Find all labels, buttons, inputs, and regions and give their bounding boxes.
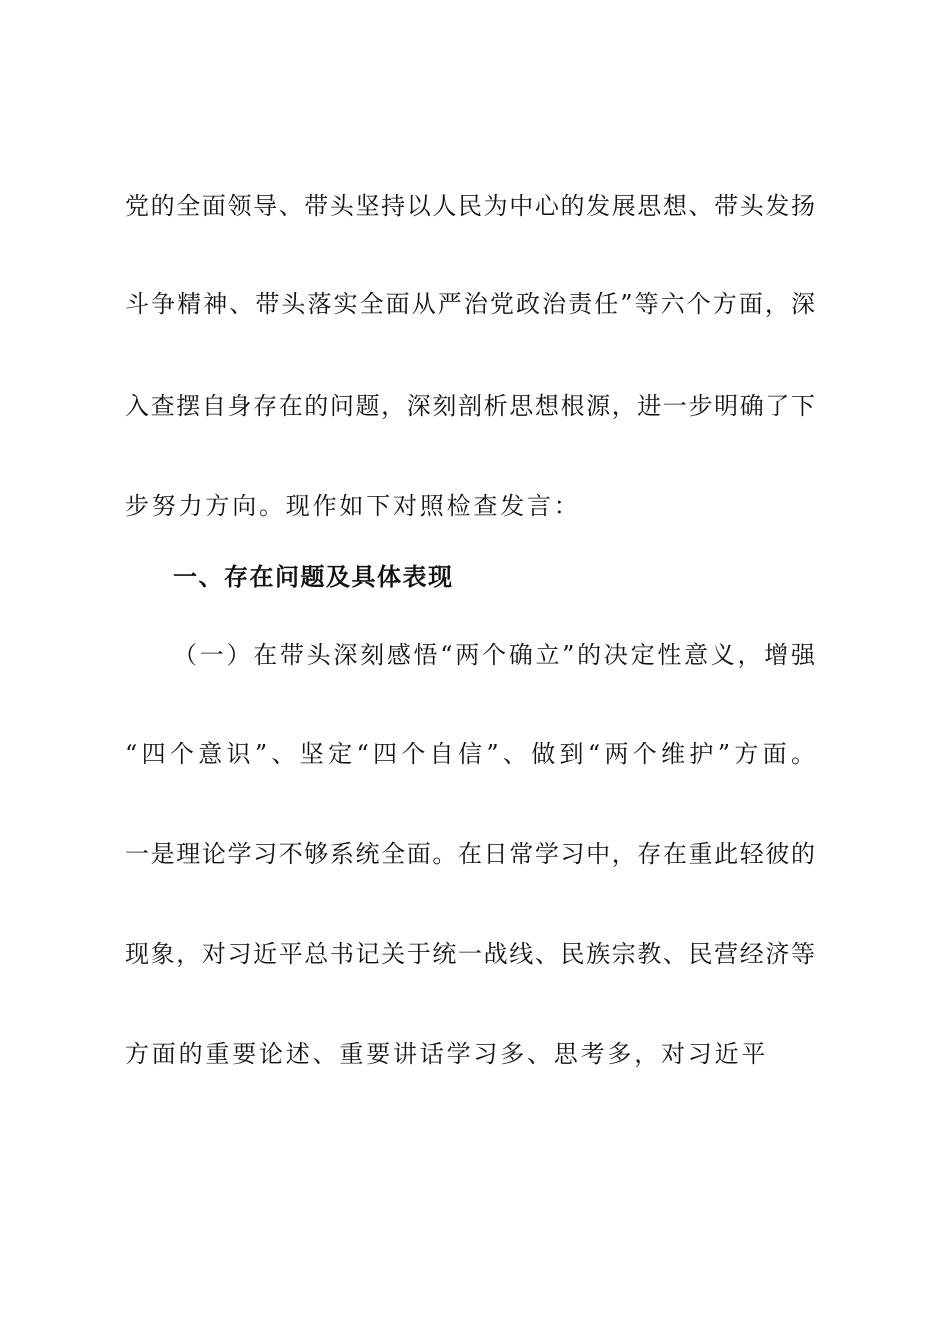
paragraph-line: 方面的重要论述、重要讲话学习多、思考多，对习近平 [125, 1040, 769, 1068]
paragraph-line: “四个意识”、坚定“四个自信”、做到“两个维护”方面。 [125, 740, 815, 768]
paragraph-line: 入查摆自身存在的问题，深刻剖析思想根源，进一步明确了下 [125, 392, 815, 420]
paragraph-line: 一是理论学习不够系统全面。在日常学习中，存在重此轻彼的 [125, 840, 815, 868]
paragraph-line: 斗争精神、带头落实全面从严治党政治责任”等六个方面，深 [125, 290, 815, 318]
paragraph-line: 步努力方向。现作如下对照检查发言： [125, 492, 581, 520]
section-heading: 一、存在问题及具体表现 [173, 563, 454, 591]
paragraph-line: 现象，对习近平总书记关于统一战线、民族宗教、民营经济等 [125, 940, 815, 968]
subsection-heading: （一）在带头深刻感悟“两个确立”的决定性意义，增强 [173, 641, 815, 669]
paragraph-line: 党的全面领导、带头坚持以人民为中心的发展思想、带头发扬 [125, 192, 815, 220]
